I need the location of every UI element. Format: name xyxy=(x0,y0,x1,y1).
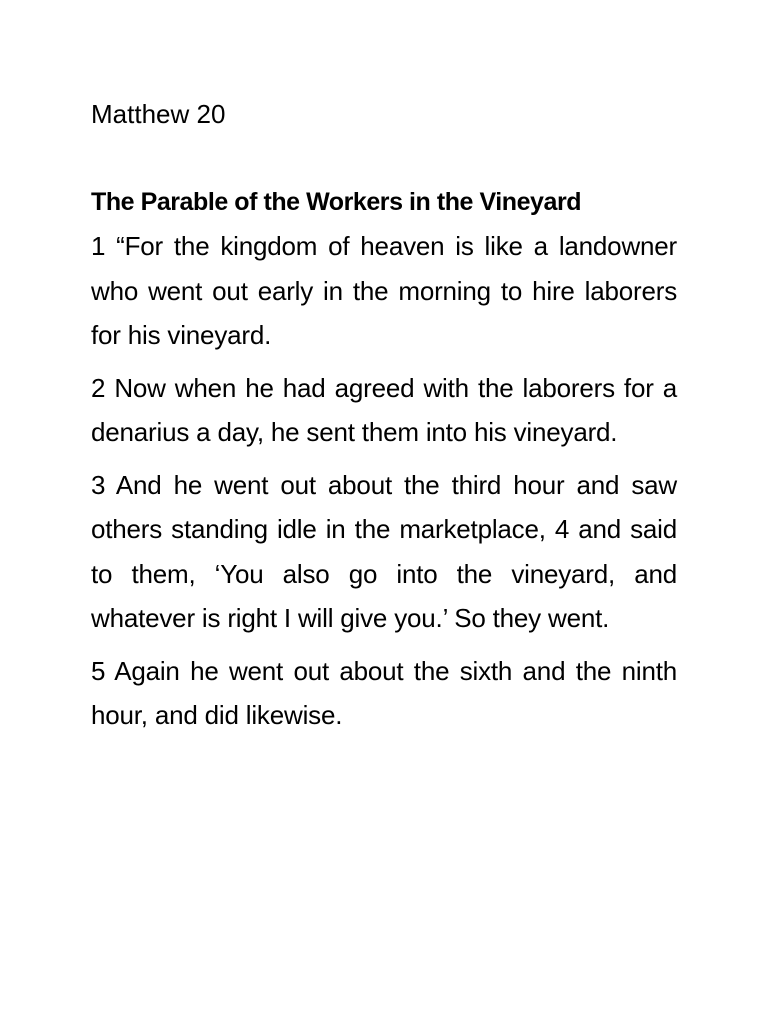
chapter-title: Matthew 20 xyxy=(91,99,226,129)
verse-paragraph-1: 1 “For the kingdom of heaven is like a landowner who went out early in the morning to hire laborers for his vineyard. xyxy=(91,231,677,350)
document-page xyxy=(91,96,677,738)
verse-paragraph-2: 2 Now when he had agreed with the laborers for a denarius a day, he sent them into his vineyard. xyxy=(91,372,677,447)
section-heading: The Parable of the Workers in the Vineyard xyxy=(91,188,582,216)
verse-paragraph-3: 3 And he went out about the third hour and saw others standing idle in the marketplace, 4 and said to them, ‘You also go into the vineyard, and whatever is right I will give you.’ So they went. xyxy=(91,469,677,633)
verse-paragraph-4: 5 Again he went out about the sixth and the ninth hour, and did likewise. xyxy=(91,655,677,730)
